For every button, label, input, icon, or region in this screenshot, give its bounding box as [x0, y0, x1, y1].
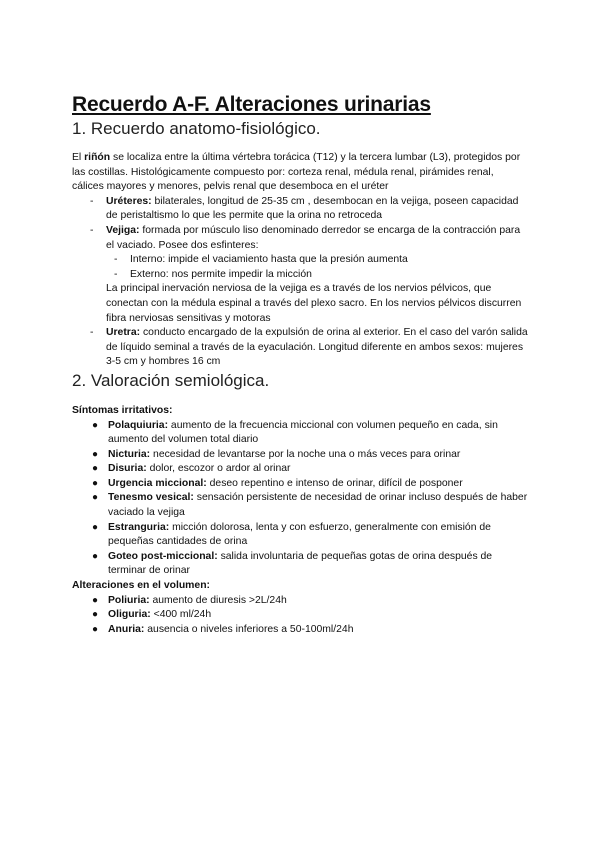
bullet-marker: ●	[92, 550, 99, 562]
dash-marker: -	[114, 268, 118, 280]
term-uretra: Uretra:	[106, 327, 141, 339]
innervation-note: La principal inervación nerviosa de la vejiga es a través de los nervios pélvicos, que conectan con la médula espinal a través del plexo sacro. En los nervios pélvicos discurren fibra nerviosas sensitivas y motoras	[106, 283, 522, 324]
irritative-symptoms-list	[72, 419, 528, 580]
dash-marker: -	[90, 224, 94, 236]
bullet-marker: ●	[92, 594, 99, 606]
list-item: ● Estranguria: micción dolorosa, lenta y con esfuerzo, generalmente con emisión de pequeñas cantidades de orina	[92, 521, 491, 548]
list-item: ● Anuria: ausencia o niveles inferiores a 50-100ml/24h	[72, 623, 528, 638]
document-title: Recuerdo A-F. Alteraciones urinarias	[72, 93, 431, 116]
bullet-marker: ●	[92, 492, 99, 504]
term-vejiga: Vejiga:	[106, 224, 140, 236]
irritative-symptoms-heading: Síntomas irritativos:	[72, 404, 173, 416]
list-item: ● Poliuria: aumento de diuresis >2L/24h	[72, 594, 528, 609]
bullet-marker: ●	[92, 419, 99, 431]
dash-marker: -	[114, 254, 118, 266]
urinary-organs-list	[72, 195, 528, 370]
list-item: ● Urgencia miccional: deseo repentino e intenso de orinar, difícil de posponer	[72, 477, 528, 492]
list-item: ● Tenesmo vesical: sensación persistente de necesidad de orinar incluso después de haber vaciado la vejiga	[92, 492, 528, 519]
bullet-marker: ●	[92, 609, 99, 621]
list-item: ● Oliguria: <400 ml/24h	[72, 608, 528, 623]
volume-alterations-list	[72, 594, 528, 638]
list-item: ● Nicturia: necesidad de levantarse por la noche una o más veces para orinar	[72, 448, 528, 463]
bullet-marker: ●	[92, 448, 99, 460]
dash-marker: -	[90, 327, 94, 339]
term-ureteres: Uréteres:	[106, 195, 152, 207]
document-page	[72, 92, 528, 637]
bullet-marker: ●	[92, 623, 99, 635]
semiology-body	[72, 404, 528, 638]
list-item-vejiga: - Vejiga: formada por músculo liso denominado derredor se encarga de la contracción para el vaciado. Posee dos esfinteres:	[90, 224, 521, 251]
list-item: ● Goteo post-miccional: salida involuntaria de pequeñas gotas de orina después de terminar de orinar	[92, 550, 493, 577]
sphincter-item-internal: - Interno: impide el vaciamiento hasta que la presión aumenta	[72, 253, 528, 268]
list-item: ● Disuria: dolor, escozor o ardor al orinar	[72, 462, 528, 477]
bullet-marker: ●	[92, 477, 99, 489]
list-item: ● Polaquiuria: aumento de la frecuencia miccional con volumen pequeño en cada, sin aumento del volumen total diario	[92, 419, 498, 446]
sphincter-item-external: - Externo: nos permite impedir la micción	[72, 268, 528, 283]
bullet-marker: ●	[92, 521, 99, 533]
kidney-term: riñón	[84, 152, 111, 163]
section-1-heading: 1. Recuerdo anatomo-fisiológico.	[72, 119, 321, 138]
bullet-marker: ●	[92, 463, 99, 475]
kidney-intro-paragraph: El riñón se localiza entre la última vértebra torácica (T12) y la tercera lumbar (L3), protegidos por las costillas. Histológicamente compuesto por: corteza renal, médula renal, pirámides renal, cálices mayores y menores, pelvis renal que desemboca en el uréter	[72, 152, 521, 193]
dash-marker: -	[90, 195, 94, 207]
volume-alterations-heading: Alteraciones en el volumen:	[72, 580, 211, 592]
section-2-heading: 2. Valoración semiológica.	[72, 370, 270, 390]
list-item-ureteres: - Uréteres: bilaterales, longitud de 25-35 cm , desembocan en la vejiga, poseen capacidad de peristaltismo lo que les permite que la orina no retroceda	[90, 195, 519, 222]
list-item-uretra: - Uretra: conducto encargado de la expulsión de orina al exterior. En el caso del varón salida de líquido seminal a través de la eyaculación. Longitud diferente en ambos sexos: mujeres 3-5 cm y hombres 16 cm	[90, 327, 528, 368]
